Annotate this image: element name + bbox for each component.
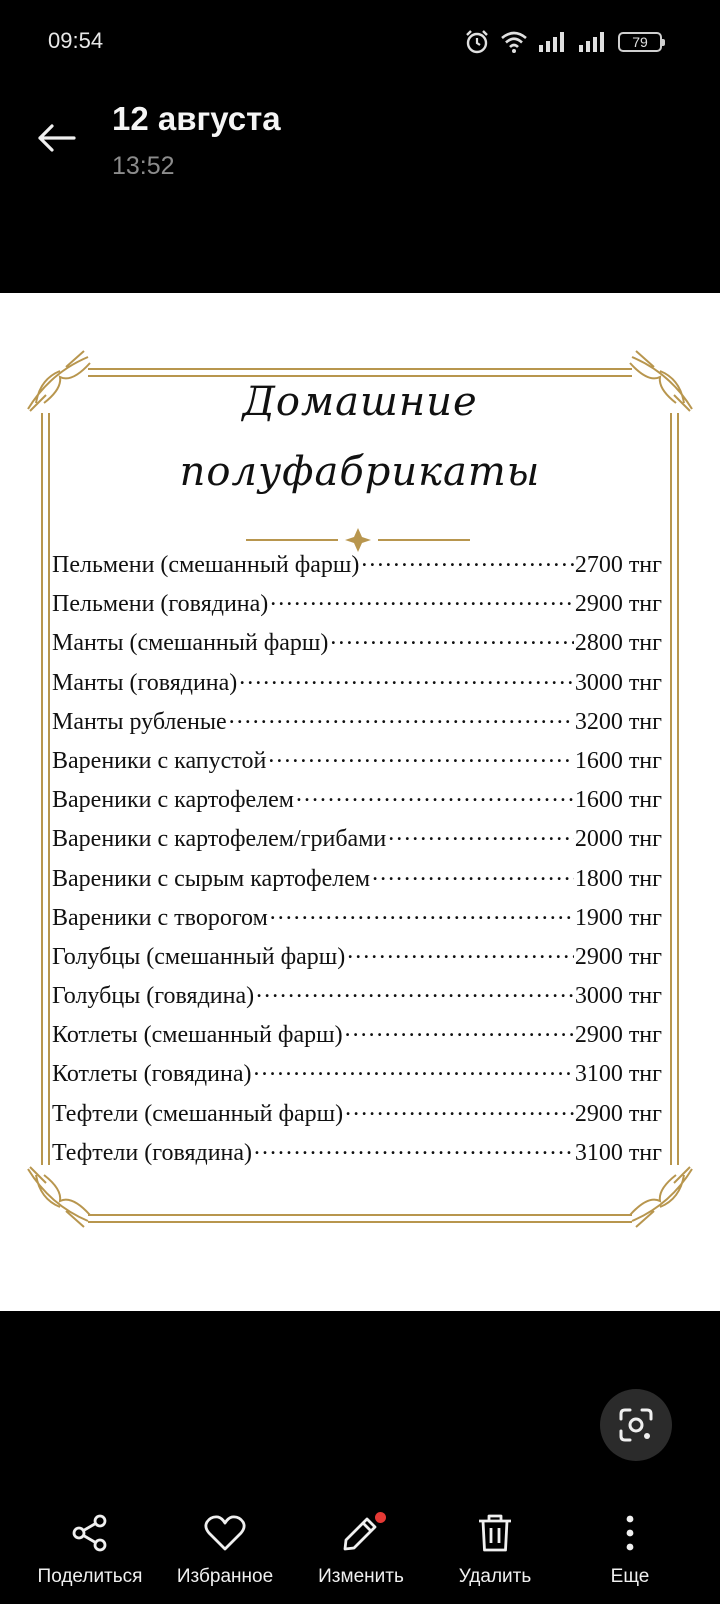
- menu-item: [52, 1055, 662, 1094]
- menu-title-line2: полуфабрикаты: [179, 449, 541, 495]
- menu-item-name: Котлеты (смешанный фарш): [52, 1022, 343, 1049]
- menu-item: [52, 624, 662, 663]
- menu-item-price: 2900 тнг: [574, 943, 662, 970]
- more-vertical-icon: [624, 1514, 636, 1552]
- bottom-action-bar: [0, 1508, 720, 1604]
- status-icons: [464, 27, 662, 57]
- battery-icon: 79: [618, 32, 662, 52]
- menu-item-name: Манты (смешанный фарш): [52, 630, 329, 657]
- menu-item-price: 2700 тнг: [574, 552, 662, 578]
- edit-label: Изменить: [318, 1566, 404, 1587]
- status-bar: [0, 0, 720, 84]
- menu-item-name: Вареники с сырым картофелем: [52, 865, 371, 892]
- menu-item-price: 2000 тнг: [574, 826, 662, 853]
- signal-icon: [578, 31, 608, 53]
- more-button[interactable]: [560, 1508, 700, 1588]
- menu-item: [52, 899, 662, 938]
- menu-item-name: Тефтели (говядина): [52, 1139, 253, 1166]
- menu-list: [52, 546, 662, 1173]
- menu-item-name: Голубцы (смешанный фарш): [52, 943, 346, 970]
- delete-button[interactable]: [425, 1508, 565, 1588]
- favorite-button[interactable]: [155, 1508, 295, 1588]
- lens-icon: [617, 1406, 655, 1444]
- lens-button[interactable]: [600, 1389, 672, 1461]
- favorite-label: Избранное: [176, 1566, 274, 1587]
- menu-item: [52, 1134, 662, 1173]
- menu-item-price: 1600 тнг: [574, 747, 662, 774]
- edit-button[interactable]: [291, 1508, 431, 1588]
- share-label: Поделиться: [37, 1566, 143, 1587]
- menu-item-price: 3000 тнг: [574, 983, 662, 1010]
- menu-item-name: Вареники с картофелем: [52, 787, 294, 814]
- menu-item-price: 2900 тнг: [574, 591, 662, 618]
- menu-item-name: Манты (говядина): [52, 669, 238, 696]
- menu-item-name: Пельмени (говядина): [52, 591, 269, 618]
- menu-item-price: 2800 тнг: [574, 630, 662, 657]
- trash-icon: [476, 1513, 514, 1553]
- menu-item-price: 3100 тнг: [574, 1061, 662, 1088]
- delete-label: Удалить: [458, 1566, 532, 1587]
- heart-icon: [204, 1514, 246, 1552]
- menu-item-price: 1600 тнг: [574, 787, 662, 814]
- menu-title-line1: Домашние: [242, 379, 478, 425]
- menu-item-name: Пельмени (смешанный фарш): [52, 552, 360, 578]
- menu-item-name: Вареники с творогом: [52, 904, 268, 931]
- menu-item: [52, 664, 662, 703]
- menu-item: [52, 977, 662, 1016]
- menu-item-name: Вареники с картофелем/грибами: [52, 826, 387, 853]
- back-button[interactable]: [30, 112, 82, 164]
- menu-item-price: 3200 тнг: [574, 708, 662, 735]
- menu-item: [52, 1016, 662, 1055]
- menu-item-name: Котлеты (говядина): [52, 1061, 252, 1088]
- photo-time-subtitle: 13:52: [112, 152, 175, 180]
- photo-viewer[interactable]: [0, 293, 720, 1311]
- menu-item-price: 3000 тнг: [574, 669, 662, 696]
- back-arrow-icon: [36, 123, 76, 153]
- status-time: 09:54: [48, 28, 104, 53]
- menu-item: [52, 585, 662, 624]
- menu-item-price: 3100 тнг: [574, 1139, 662, 1166]
- share-icon: [70, 1513, 110, 1553]
- menu-item: [52, 703, 662, 742]
- menu-item: [52, 546, 662, 585]
- menu-item-price: 2900 тнг: [574, 1022, 662, 1049]
- menu-item-name: Тефтели (смешанный фарш): [52, 1100, 344, 1127]
- menu-item: [52, 742, 662, 781]
- edit-badge: [375, 1512, 386, 1523]
- menu-item: [52, 820, 662, 859]
- menu-item: [52, 860, 662, 899]
- signal-icon: [538, 31, 568, 53]
- menu-item: [52, 938, 662, 977]
- photo-date-title: 12 августа: [112, 100, 281, 137]
- menu-item-price: 2900 тнг: [574, 1100, 662, 1127]
- menu-item: [52, 781, 662, 820]
- alarm-icon: [464, 29, 490, 55]
- wifi-icon: [500, 30, 528, 54]
- more-label: Еще: [610, 1566, 650, 1587]
- menu-item-price: 1800 тнг: [574, 865, 662, 892]
- share-button[interactable]: [20, 1508, 160, 1588]
- menu-item-price: 1900 тнг: [574, 904, 662, 931]
- menu-item-name: Голубцы (говядина): [52, 983, 255, 1010]
- menu-item-name: Манты рубленые: [52, 708, 227, 735]
- menu-item-name: Вареники с капустой: [52, 747, 267, 774]
- menu-item: [52, 1095, 662, 1134]
